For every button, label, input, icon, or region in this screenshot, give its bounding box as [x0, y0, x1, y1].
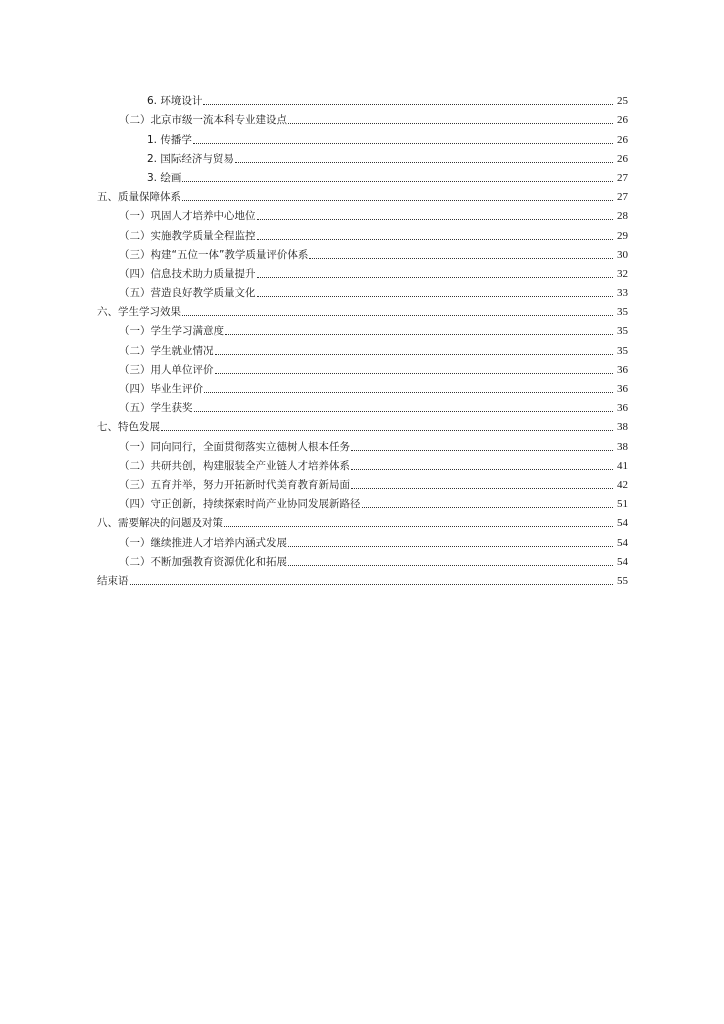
- toc-page-number: 36: [617, 363, 628, 376]
- toc-entry[interactable]: [97, 377, 628, 396]
- toc-entry[interactable]: [97, 243, 628, 262]
- toc-entry-title: 七、特色发展: [97, 421, 160, 434]
- toc-entry-title: （三）五育并举，努力开拓新时代美育教育新局面: [119, 478, 350, 491]
- toc-page-number: 27: [617, 191, 628, 204]
- toc-entry-title: 2. 国际经济与贸易: [147, 152, 234, 165]
- toc-page-number: 26: [617, 114, 628, 127]
- toc-entry[interactable]: [97, 530, 628, 549]
- toc-entry-title: 3. 绘画: [147, 171, 182, 184]
- toc-page-number: 29: [617, 229, 628, 242]
- toc-entry-title: （五）学生获奖: [119, 402, 193, 415]
- toc-page-number: 36: [617, 383, 628, 395]
- dot-leader: [194, 411, 614, 412]
- toc-entry[interactable]: [97, 415, 628, 434]
- toc-entry-title: （三）构建“五位一体”教学质量评价体系: [119, 248, 309, 261]
- toc-page-number: 33: [617, 287, 628, 300]
- dot-leader: [203, 104, 613, 105]
- dot-leader: [257, 296, 614, 297]
- toc-entry-title: 六、学生学习效果: [97, 306, 181, 319]
- dot-leader: [288, 546, 613, 547]
- dot-leader: [182, 181, 613, 182]
- toc-entry[interactable]: [97, 550, 628, 569]
- dot-leader: [288, 565, 613, 566]
- toc-entry[interactable]: [97, 434, 628, 453]
- dot-leader: [215, 373, 614, 374]
- toc-page-number: 51: [617, 498, 628, 511]
- dot-leader: [351, 469, 613, 470]
- toc-entry-title: （四）守正创新，持续探索时尚产业协同发展新路径: [119, 498, 361, 511]
- toc-page-number: 54: [617, 536, 628, 549]
- toc-entry-title: 八、需要解决的问题及对策: [97, 517, 223, 530]
- toc-page-number: 55: [617, 574, 628, 587]
- toc-entry[interactable]: [97, 338, 628, 357]
- toc-entry[interactable]: [97, 147, 628, 166]
- toc-page-number: 54: [617, 555, 628, 568]
- toc-entry[interactable]: [97, 454, 628, 473]
- toc-entry[interactable]: [97, 166, 628, 185]
- toc-page-number: 30: [617, 248, 628, 261]
- table-of-contents: [97, 89, 628, 588]
- toc-entry[interactable]: [97, 127, 628, 146]
- toc-entry[interactable]: [97, 396, 628, 415]
- toc-entry-title: （二）不断加强教育资源优化和拓展: [119, 555, 287, 568]
- toc-entry[interactable]: [97, 204, 628, 223]
- dot-leader: [130, 584, 614, 585]
- dot-leader: [161, 430, 613, 431]
- toc-entry-title: （一）继续推进人才培养内涵式发展: [119, 536, 287, 549]
- toc-entry-title: （一）巩固人才培养中心地位: [119, 210, 256, 223]
- dot-leader: [182, 200, 613, 201]
- toc-entry[interactable]: [97, 108, 628, 127]
- toc-page-number: 38: [617, 440, 628, 453]
- toc-page-number: 32: [617, 267, 628, 280]
- toc-page-number: 36: [617, 402, 628, 415]
- toc-entry[interactable]: [97, 223, 628, 242]
- dot-leader: [225, 334, 613, 335]
- toc-page-number: 26: [617, 133, 628, 146]
- toc-page-number: 54: [617, 517, 628, 530]
- toc-page-number: 35: [617, 344, 628, 357]
- toc-entry[interactable]: [97, 358, 628, 377]
- toc-entry[interactable]: [97, 262, 628, 281]
- toc-entry[interactable]: [97, 319, 628, 338]
- dot-leader: [193, 143, 613, 144]
- dot-leader: [351, 488, 613, 489]
- toc-entry-title: （四）信息技术助力质量提升: [119, 267, 256, 280]
- toc-page-number: 42: [617, 478, 628, 491]
- toc-entry-title: （二）共研共创，构建服装全产业链人才培养体系: [119, 459, 350, 472]
- toc-entry-title: （一）同向同行，全面贯彻落实立德树人根本任务: [119, 440, 350, 453]
- toc-page-number: 38: [617, 421, 628, 434]
- toc-entry-title: （二）学生就业情况: [119, 344, 214, 357]
- toc-entry-title: （三）用人单位评价: [119, 363, 214, 376]
- dot-leader: [362, 507, 614, 508]
- dot-leader: [351, 450, 613, 451]
- dot-leader: [182, 315, 613, 316]
- toc-entry[interactable]: [97, 281, 628, 300]
- toc-entry-title: （一）学生学习满意度: [119, 325, 224, 338]
- toc-page-number: 41: [617, 459, 628, 472]
- toc-page-number: 28: [617, 210, 628, 223]
- toc-page-number: 35: [617, 325, 628, 338]
- dot-leader: [235, 162, 613, 163]
- dot-leader: [288, 123, 613, 124]
- dot-leader: [257, 239, 614, 240]
- toc-entry-title: 结束语: [97, 574, 129, 587]
- dot-leader: [257, 277, 614, 278]
- toc-entry-title: 五、质量保障体系: [97, 191, 181, 204]
- toc-entry-title: 6. 环境设计: [147, 95, 203, 108]
- toc-entry-title: 1. 传播学: [147, 133, 192, 146]
- toc-entry[interactable]: [97, 569, 628, 588]
- toc-entry-title: （四）毕业生评价: [119, 383, 203, 395]
- toc-entry-title: （五）营造良好教学质量文化: [119, 287, 256, 300]
- dot-leader: [309, 258, 613, 259]
- toc-entry[interactable]: [97, 185, 628, 204]
- toc-entry-title: （二）实施教学质量全程监控: [119, 229, 256, 242]
- toc-page-number: 26: [617, 152, 628, 165]
- dot-leader: [215, 354, 614, 355]
- toc-entry[interactable]: [97, 492, 628, 511]
- dot-leader: [204, 392, 613, 393]
- toc-entry-title: （二）北京市级一流本科专业建设点: [119, 114, 287, 127]
- toc-page-number: 35: [617, 306, 628, 319]
- toc-entry[interactable]: [97, 473, 628, 492]
- dot-leader: [257, 219, 614, 220]
- toc-entry[interactable]: [97, 300, 628, 319]
- toc-page-number: 25: [617, 95, 628, 108]
- toc-page-number: 27: [617, 171, 628, 184]
- toc-entry[interactable]: [97, 89, 628, 108]
- dot-leader: [224, 526, 613, 527]
- toc-entry[interactable]: [97, 511, 628, 530]
